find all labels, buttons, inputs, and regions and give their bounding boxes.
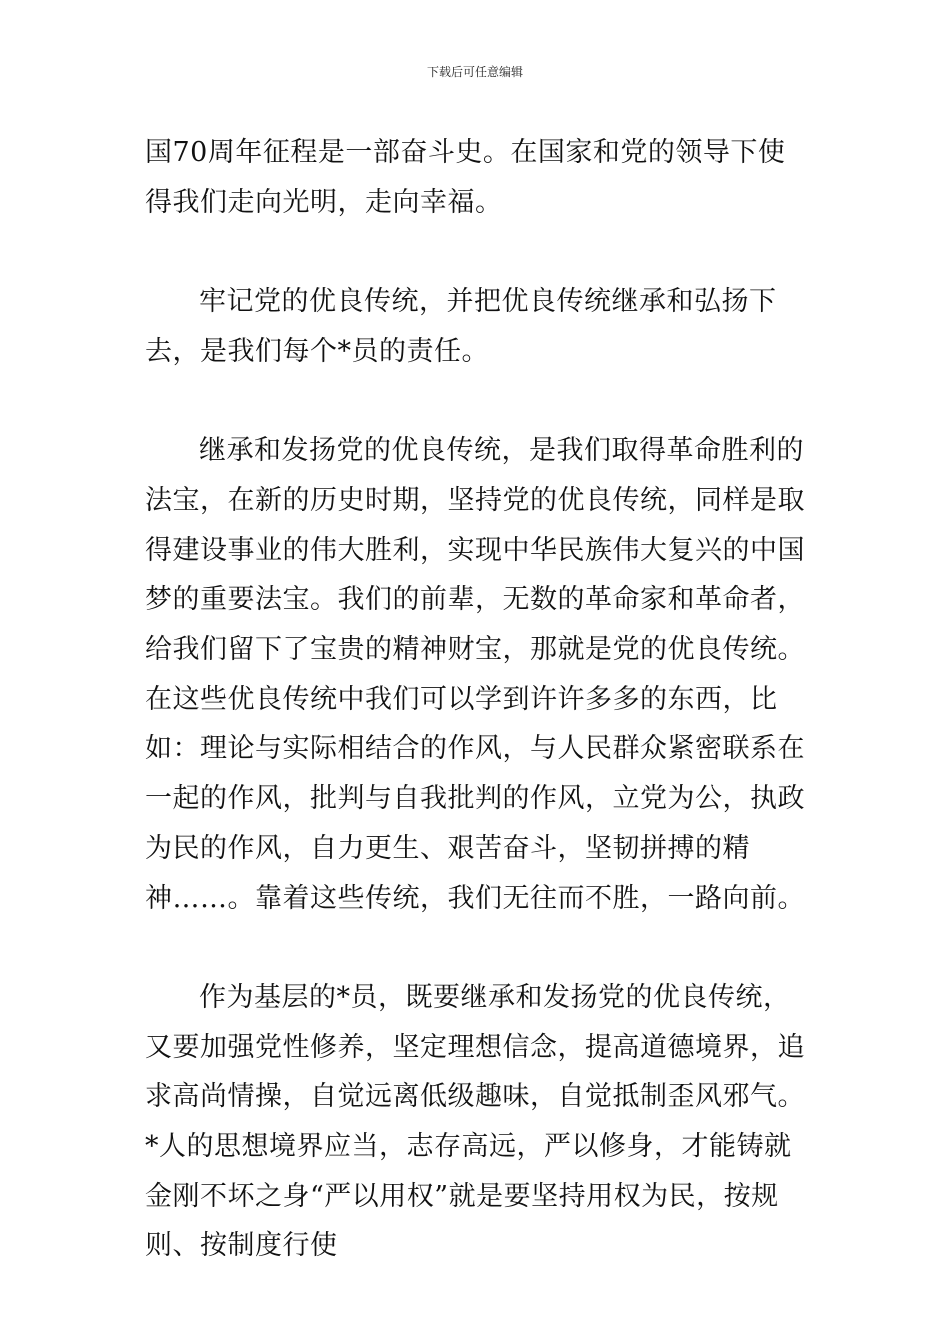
document-body (145, 128, 810, 1271)
paragraph-2: 牢记党的优良传统，并把优良传统继承和弘扬下去，是我们每个*员的责任。 (145, 286, 777, 367)
paragraph-1: 国70周年征程是一部奋斗史。在国家和党的领导下使得我们走向光明，走向幸福。 (145, 137, 786, 218)
paragraph-3: 继承和发扬党的优良传统，是我们取得革命胜利的法宝，在新的历史时期，坚持党的优良传统，同样是取得建设事业的伟大胜利，实现中华民族伟大复兴的中国梦的重要法宝。我们的前辈，无数的革命家和革命者，给我们留下了宝贵的精神财宝，那就是党的优良传统。在这些优良传统中我们可以学到许许多多的东西，比如：理论与实际相结合的作风，与人民群众紧密联系在一起的作风，批判与自我批判的作风，立党为公，执政为民的作风，自力更生、艰苦奋斗，坚韧拼搏的精神……。靠着这些传统，我们无往而不胜，一路向前。 (145, 435, 805, 914)
paragraph-4: 作为基层的*员，既要继承和发扬党的优良传统，又要加强党性修养，坚定理想信念，提高道德境界，追求高尚情操，自觉远离低级趣味，自觉抵制歪风邪气。*人的思想境界应当，志存高远，严以修身，才能铸就金刚不坏之身“严以用权”就是要坚持用权为民，按规则、按制度行使 (145, 981, 805, 1262)
page-header: 下载后可任意编辑 (426, 65, 523, 79)
